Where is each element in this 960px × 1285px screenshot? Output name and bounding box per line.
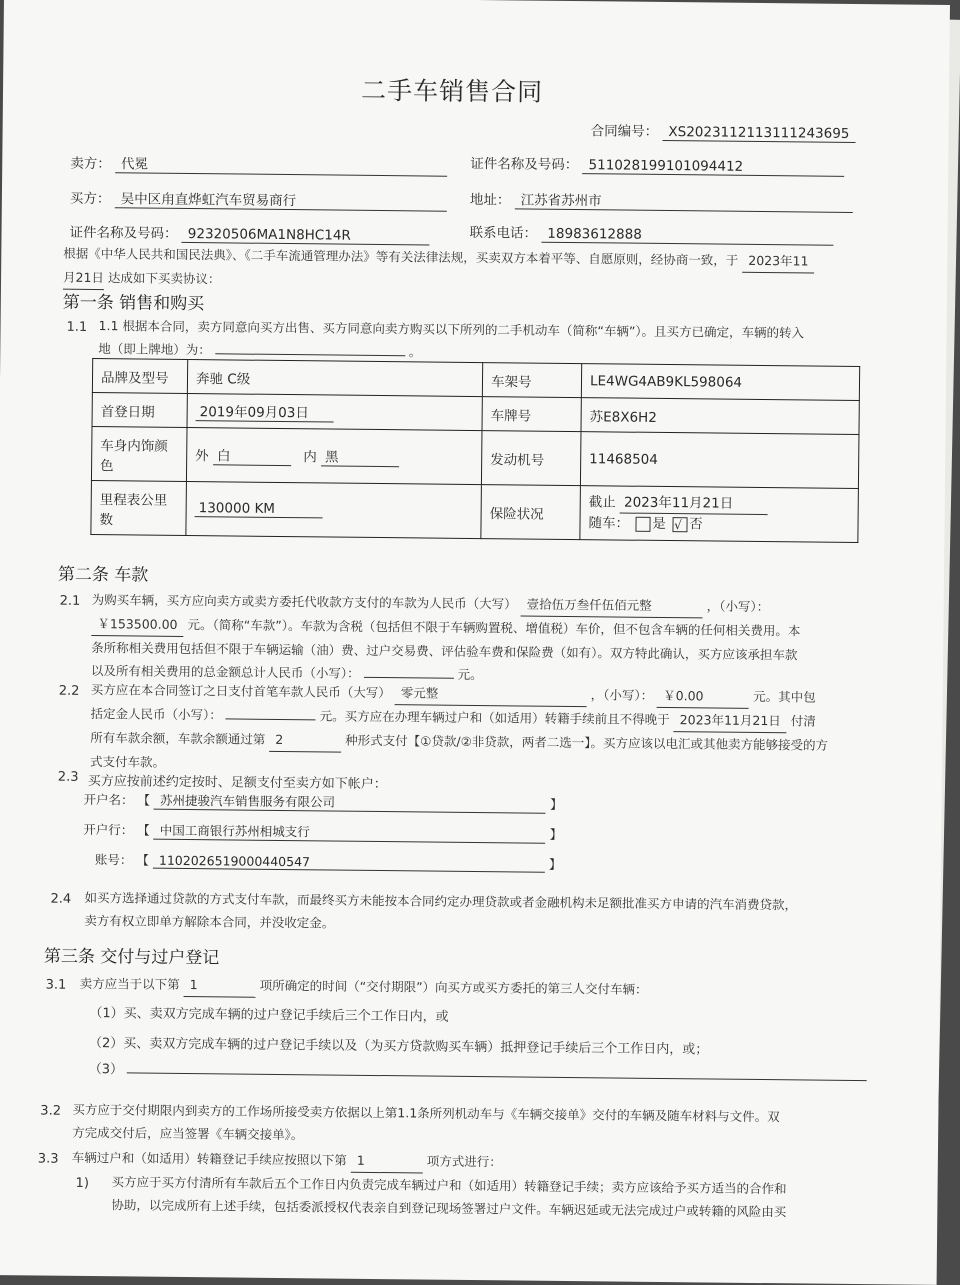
first-payment-lower: ￥0.00 <box>657 684 749 709</box>
destination-blank <box>215 353 405 356</box>
account-name-row: 开户名： 【 苏州捷骏汽车销售服务有限公司 】 <box>83 791 563 812</box>
price-upper: 壹拾伍万叁仟伍佰元整 <box>521 592 703 618</box>
total-blank <box>364 677 454 679</box>
exterior-color: 白 <box>213 444 291 466</box>
buyer-address: 江苏省苏州市 <box>515 188 853 213</box>
clause-3-1-number: 3.1 <box>45 977 67 993</box>
insurance-no-checkbox[interactable] <box>672 517 687 532</box>
buyer-phone-row: 联系电话： 18983612888 <box>469 221 833 246</box>
clause-2-3-number: 2.3 <box>57 769 79 785</box>
buyer-id: 92320506MA1N8HC14R <box>182 226 430 246</box>
account-number: 1102026519000440547 <box>153 853 545 873</box>
clause-2-1-number: 2.1 <box>59 593 81 609</box>
price-lower: ￥153500.00 <box>91 612 183 637</box>
clause-3-3-item-1-text: 买方应于买方付清所有车款后五个工作日内负责完成车辆过户和（如适用）转籍登记手续；卖方应该给予买方适当的合作和 协助，以完成所有上述手续，包括委派授权代表亲自到登记现场签署过户文件。车辆迟延或无法完成过户或转籍的风险由买 <box>111 1174 787 1220</box>
clause-1-1-number: 1.1 <box>66 319 88 335</box>
delivery-option-3: （3） <box>89 1058 868 1085</box>
clause-2-3-text: 买方应按前述约定按时、足额支付至卖方如下帐户： <box>87 773 387 793</box>
vin-value: LE4WG4AB9KL598064 <box>581 364 859 401</box>
delivery-option-1: （1）买、卖双方完成车辆的过户登记手续后三个工作日内，或 <box>89 1005 449 1025</box>
plate-value: 苏E8X6H2 <box>581 398 859 435</box>
seller-id-row: 证件名称及号码： 511028199101094412 <box>470 152 844 177</box>
mileage-value: 130000 KM <box>195 500 323 518</box>
account-number-row: 账号： 【 1102026519000440547 】 <box>94 852 562 872</box>
clause-3-3-item-1-number: 1) <box>75 1175 90 1192</box>
brand-value: 奔驰 C级 <box>187 359 482 396</box>
seller-name: 代冕 <box>115 152 447 176</box>
contract-number: 合同编号： XS2023112113111243695 <box>591 119 856 143</box>
clause-3-3-text: 车辆过户和（如适用）转籍登记手续应按照以下第 1 项方式进行： <box>72 1146 872 1178</box>
page-title: 二手车销售合同 <box>360 75 544 107</box>
intro-paragraph: 根据《中华人民共和国民法典》、《二手车流通管理办法》等有关法律法规，买卖双方本着平等、自愿原则，经协商一致，于 2023年11 月21日 达成如下买卖协议： <box>63 242 873 298</box>
buyer-id-row: 证件名称及号码： 92320506MA1N8HC14R <box>69 221 429 246</box>
clause-1-1-text: 1.1 根据本合同，卖方同意向买方出售、买方同意向卖方购买以下所列的二手机动车（简称“车辆”）。且买方已确定，车辆的转入 地（即上牌地）为： 。 <box>98 318 805 360</box>
delivery-option: 1 <box>184 973 256 998</box>
buyer-name: 吴中区甪直烨虹汽车贸易商行 <box>115 187 447 211</box>
article-1-heading: 第一条 销售和购买 <box>62 292 205 315</box>
insurance-until: 2023年11月21日 <box>620 493 768 516</box>
account-name: 苏州捷骏汽车销售服务有限公司 <box>154 791 546 814</box>
payoff-date: 2023年11月21日 <box>674 708 787 733</box>
clause-2-4-text: 如买方选择通过贷款的方式支付车款，而最终买方未能按本合同约定办理贷款或者金融机构未足额批准买方申请的汽车消费贷款， 卖方有权立即单方解除本合同，并没收定金。 <box>84 889 798 931</box>
brand-label: 品牌及型号 <box>92 358 187 393</box>
account-bank: 中国工商银行苏州相城支行 <box>154 821 546 844</box>
engine-value: 11468504 <box>580 432 859 489</box>
engine-label: 发动机号 <box>481 431 581 486</box>
account-bank-row: 开户行： 【 中国工商银行苏州相城支行 】 <box>83 821 563 842</box>
delivery-option-2: （2）买、卖双方完成车辆的过户登记手续以及（为买方贷款购买车辆）抵押登记手续后三个工作日内，或； <box>88 1035 709 1058</box>
deposit-blank <box>226 718 316 720</box>
clause-2-1-text: 为购买车辆，买方应向卖方或卖方委托代收款方支付的车款为人民币（大写） 壹拾伍万叁仟伍佰元整 ，（小写）： ￥153500.00 元。（简称“车款”）。车款为含税（包括但不限于车辆购置税、增值税）车价，但不包含车辆的任何相关费用。本 条所称相关费用包括但不限于车辆运输（油）费、过户交易费、评估验车费和保险费（如有）。双方特此确认，买方应该承担车款 以及所有相关费用的总金额总计人民币（小写）： 元。 <box>90 591 801 683</box>
clause-2-2-text: 买方应在本合同签订之日支付首笔车款人民币（大写） 零元整 ，（小写）： ￥0.00 元。其中包 括定金人民币（小写）： 元。买方应在办理车辆过户和（如适用）转籍手续前且不得晚于 2023年11月21日 付清 所有车款余额，车款余额通过第 2 种形式支付【①贷款/②非贷款，两者二选一】。买方应该以电汇或其他卖方能够接受的方 式支付车款。 <box>89 681 829 770</box>
insurance-label: 保险状况 <box>481 485 581 540</box>
transfer-option: 1 <box>351 1149 423 1174</box>
insurance-yes-checkbox[interactable] <box>635 516 650 531</box>
plate-label: 车牌号 <box>482 397 581 432</box>
clause-3-1-text: 卖方应当于以下第 1 项所确定的时间（“交付期限”）向买方或买方委托的第三人交付车辆： <box>80 972 870 1004</box>
vin-label: 车架号 <box>482 363 581 398</box>
clause-3-3-number: 3.3 <box>37 1151 59 1167</box>
seller-row: 卖方： 代冕 <box>70 152 447 177</box>
article-2-heading: 第二条 车款 <box>57 564 149 586</box>
buyer-row: 买方： 吴中区甪直烨虹汽车贸易商行 <box>70 187 447 212</box>
clause-2-4-number: 2.4 <box>50 891 72 907</box>
color-label: 车身内饰颜色 <box>91 426 187 481</box>
option-3-blank <box>127 1072 867 1081</box>
reg-date-value: 2019年09月03日 <box>196 400 334 422</box>
clause-3-2-number: 3.2 <box>40 1103 62 1119</box>
vehicle-info-table: 品牌及型号 奔驰 C级 车架号 LE4WG4AB9KL598064 首登日期 2019年09月03日 车牌号 苏E8X6H2 车身内饰颜色 外 白 内 黑 发动机号 11468504 里程表公里数 130000 KM 保险状况 截止 2023年11月21日 随车： 是 √ 否 <box>90 358 860 543</box>
clause-3-2-text: 买方应于交付期限内到卖方的工作场所接受卖方依据以上第1.1条所列机动车与《车辆交接单》交付的车辆及随车材料与文件。双 方完成交付后，应当签署《车辆交接单》。 <box>72 1101 780 1143</box>
article-3-heading: 第三条 交付与过户登记 <box>43 946 220 969</box>
clause-2-2-number: 2.2 <box>58 683 80 699</box>
reg-date-label: 首登日期 <box>92 392 187 427</box>
mileage-label: 里程表公里数 <box>91 480 187 535</box>
first-payment-upper: 零元整 <box>395 681 587 707</box>
payment-method: 2 <box>269 728 341 753</box>
buyer-phone: 18983612888 <box>541 226 833 246</box>
interior-color: 黑 <box>321 445 399 467</box>
contract-number-value: XS2023112113111243695 <box>662 124 855 143</box>
buyer-address-row: 地址： 江苏省苏州市 <box>470 188 853 213</box>
seller-id: 511028199101094412 <box>582 157 844 177</box>
